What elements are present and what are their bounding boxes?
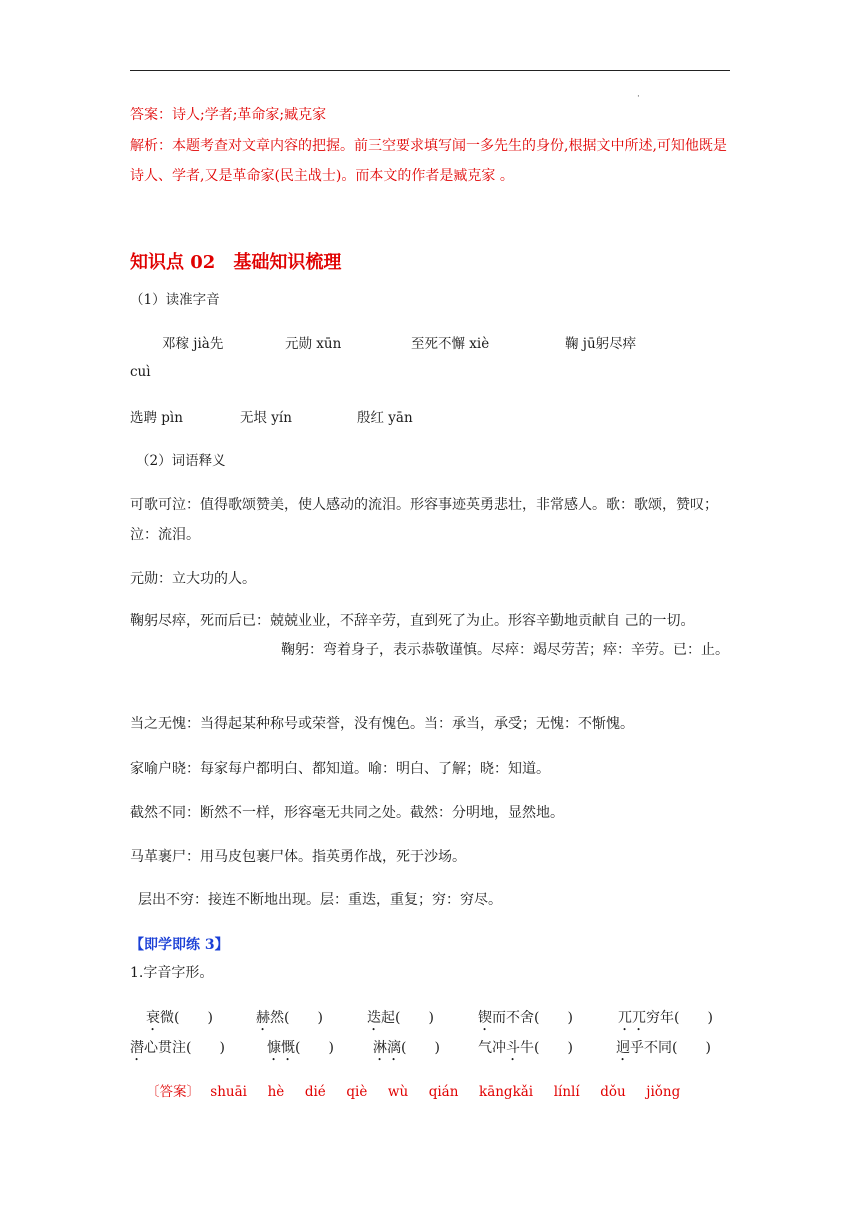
question-item: 慷慨( ): [267, 1040, 334, 1056]
pinyin-wrap: cuì: [130, 364, 151, 380]
question-item: 衰微( ): [146, 1010, 213, 1026]
question-item: 锲而不舍( ): [478, 1010, 573, 1026]
pronunciation-heading: （1）读准字音: [130, 292, 220, 308]
question-item: 赫然( ): [256, 1010, 323, 1026]
vocab-heading: （2）词语释义: [136, 453, 226, 469]
definition-jugong: 鞠躬尽瘁，死而后已：兢兢业业，不辞辛劳，直到死了为止。形容辛勤地贡献自 己的一切。: [130, 613, 695, 629]
practice-heading: 【即学即练 3】: [130, 937, 229, 953]
pinyin-item: 选聘 pìn: [130, 410, 183, 426]
header-dot: ·: [637, 92, 640, 102]
definition-yuanxun: 元勋：立大功的人。: [130, 571, 256, 587]
definition-cengchu: 层出不穷：接连不断地出现。层：重迭，重复；穷：穷尽。: [138, 892, 502, 908]
pinyin-item: 无垠 yín: [240, 410, 292, 426]
question-item: 迭起( ): [367, 1010, 434, 1026]
answer-label: 〔答案〕: [146, 1084, 200, 1100]
practice-answer: [146, 1080, 680, 1100]
question-item: 潜心贯注( ): [130, 1040, 225, 1056]
question-item: 淋漓( ): [373, 1040, 440, 1056]
section-number: 知识点 02: [130, 252, 216, 273]
definition-jugong-detail: 鞠躬：弯着身子，表示恭敬谨慎。尽瘁：竭尽劳苦；瘁：辛劳。已：止。: [281, 642, 729, 658]
pinyin-item: 鞠 jū躬尽瘁: [565, 336, 637, 352]
answer-pinyin: shuāi hè dié qiè wù qián kāngkǎi línlí dǒu jiǒng: [210, 1084, 681, 1100]
question-1: 1.字音字形。: [130, 965, 214, 981]
definition-kege: 可歌可泣：值得歌颂赞美，使人感动的流泪。形容事迹英勇悲壮，非常感人。歌：歌颂，赞叹；泣：流泪。: [130, 497, 718, 543]
answer-text: 答案：诗人;学者;革命家;臧克家: [130, 107, 327, 123]
definition-jiayu: 家喻户晓：每家每户都明白、都知道。喻：明白、了解；晓：知道。: [130, 761, 550, 777]
pinyin-item: 至死不懈 xiè: [411, 336, 490, 352]
question-item: 迥乎不同( ): [616, 1040, 711, 1056]
pinyin-item: 殷红 yān: [357, 410, 413, 426]
definition-dangzhi: 当之无愧：当得起某种称号或荣誉，没有愧色。当：承当，承受；无愧：不惭愧。: [130, 716, 634, 732]
question-item: 兀兀穷年( ): [618, 1010, 713, 1026]
definition-jieran: 截然不同：断然不一样，形容毫无共同之处。截然：分明地，显然地。: [130, 805, 564, 821]
definition-mage: 马革裹尸：用马皮包裹尸体。指英勇作战，死于沙场。: [130, 849, 466, 865]
question-item: 气冲斗牛( ): [478, 1040, 573, 1056]
section-title: 基础知识梳理: [233, 252, 342, 273]
pinyin-item: 邓稼 jià先: [162, 336, 224, 352]
header-rule: [130, 70, 730, 71]
section-heading: [130, 251, 341, 275]
analysis-text: 解析：本题考查对文章内容的把握。前三空要求填写闻一多先生的身份,根据文中所述,可知他既是诗人、学者,又是革命家(民主战士)。而本文的作者是臧克家 。: [130, 138, 727, 184]
pinyin-item: 元勋 xūn: [285, 336, 342, 352]
